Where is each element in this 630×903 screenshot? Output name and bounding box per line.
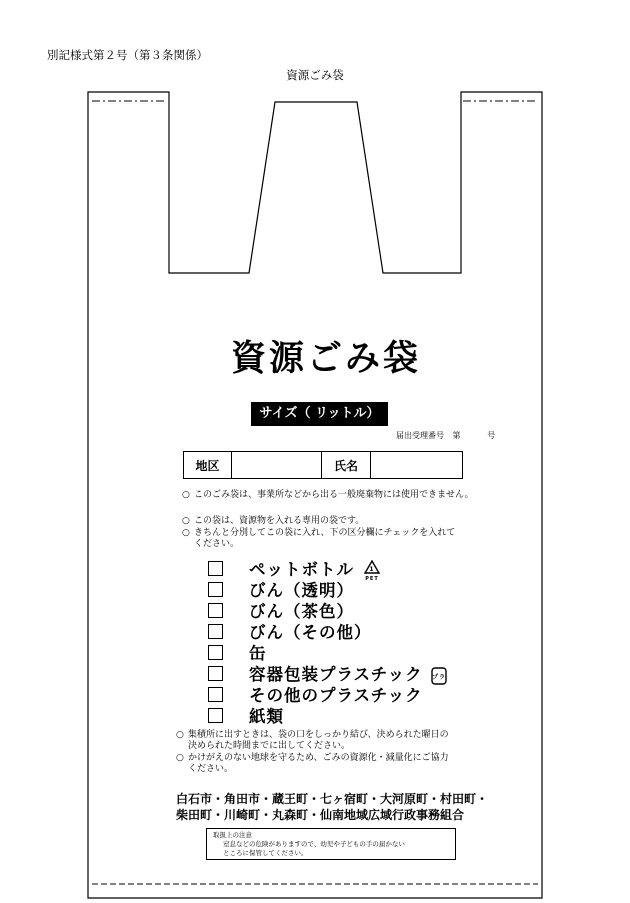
bullet-icon: ○	[176, 753, 184, 763]
bullet-icon: ○	[182, 528, 190, 538]
bullet-icon: ○	[176, 730, 184, 740]
caution-box	[206, 828, 456, 860]
district-field[interactable]	[232, 452, 322, 479]
category-checkbox[interactable]	[208, 603, 223, 618]
note-separate-text-2: ください。	[194, 539, 240, 549]
category-label: 紙類	[249, 707, 284, 726]
name-table	[183, 451, 463, 479]
category-checkbox[interactable]	[208, 561, 223, 576]
note-dedicated-text: この袋は、資源物を入れる専用の袋です。	[194, 516, 365, 526]
category-checkbox[interactable]	[208, 687, 223, 702]
note-separate	[182, 528, 455, 550]
registration-prefix: 第	[452, 431, 461, 440]
category-label: びん（その他）	[249, 623, 372, 642]
note-earth-text-1: かけがえのない地球を守るため、ごみの資源化・減量化にご協力	[188, 753, 449, 763]
name-field[interactable]	[371, 452, 463, 479]
category-label: びん（茶色）	[249, 602, 354, 621]
registration-label: 届出受理番号	[396, 431, 444, 440]
municipalities-line-2: 柴田町・川崎町・丸森町・仙南地域広域行政事務組合	[176, 808, 465, 822]
note-collection-text-1: 集積所に出すときは、袋の口をしっかり結び、決められた曜日の	[188, 730, 449, 740]
name-label: 氏名	[322, 452, 371, 479]
note-earth	[176, 753, 449, 775]
caution-title: 取扱上の注意	[213, 831, 252, 839]
municipalities-line-1: 白石市・角田市・蔵王町・七ヶ宿町・大河原町・村田町・	[176, 792, 489, 806]
pet-icon-label: PET	[365, 575, 379, 582]
bullet-icon: ○	[182, 490, 190, 500]
pla-icon-label: プラ	[432, 673, 447, 681]
municipalities	[176, 791, 488, 823]
category-checkbox[interactable]	[208, 582, 223, 597]
note-collection-text-2: 決められた時間までに出してください。	[188, 741, 351, 751]
category-checkbox[interactable]	[208, 624, 223, 639]
pla-recycle-icon	[431, 667, 447, 685]
note-earth-text-2: ください。	[188, 764, 234, 774]
note-dedicated	[182, 516, 364, 527]
category-label: その他のプラスチック	[249, 686, 423, 705]
category-label: 容器包装プラスチック	[249, 665, 423, 684]
caution-line-1: 窒息などの危険がありますので、幼児や子どもの手の届かない	[223, 840, 405, 848]
bullet-icon: ○	[182, 516, 190, 526]
size-label: サイズ（ リットル）	[251, 402, 388, 426]
note-business	[182, 490, 474, 501]
bag-title: 資源ごみ袋	[230, 339, 421, 379]
category-label: びん（透明）	[249, 581, 354, 600]
document-caption: 資源ごみ袋	[286, 68, 344, 82]
pet-recycle-icon	[363, 560, 381, 582]
note-business-text: このごみ袋は、事業所などから出る一般廃棄物には使用できません。	[194, 490, 474, 500]
district-label: 地区	[184, 452, 232, 479]
caution-line-2: ところに保管してください。	[223, 849, 308, 857]
category-checkbox[interactable]	[208, 666, 223, 681]
registration-number	[396, 430, 501, 441]
registration-suffix: 号	[487, 431, 496, 440]
svg-text:1: 1	[369, 565, 375, 573]
note-separate-text-1: きちんと分別してこの袋に入れ、下の区分欄にチェックを入れて	[194, 528, 456, 538]
category-item[interactable]	[208, 703, 284, 727]
category-checkbox[interactable]	[208, 645, 223, 660]
category-label: ペットボトル	[249, 560, 354, 579]
category-checkbox[interactable]	[208, 708, 223, 723]
note-collection	[176, 730, 449, 752]
category-label: 缶	[249, 644, 267, 663]
form-number-label: 別記様式第２号（第３条関係）	[47, 48, 208, 62]
